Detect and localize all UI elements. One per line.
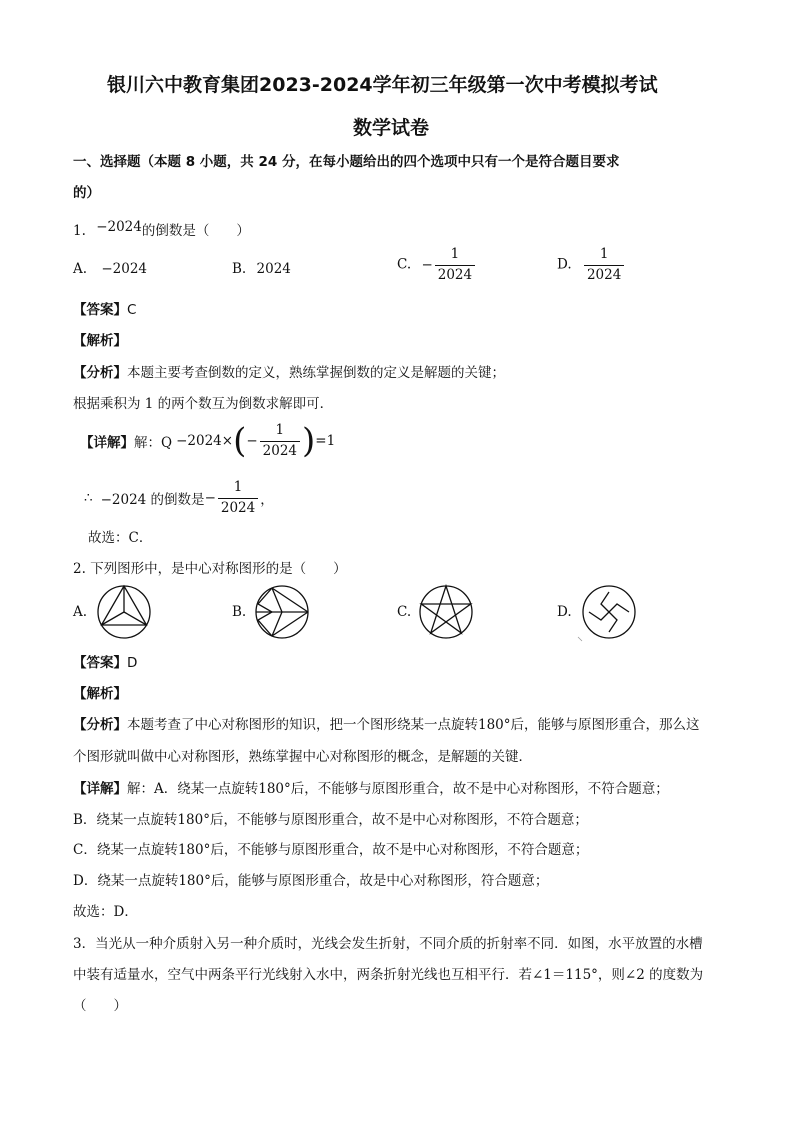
analysis-text: 【分析】本题主要考查倒数的定义，熟练掌握倒数的定义是解题的关键； bbox=[73, 365, 505, 381]
detail-a: 【详解】解：A．绕某一点旋转180°后，不能够与原图形重合，故不是中心对称图形，不符合题意； bbox=[73, 781, 669, 797]
question-3-line-1: 3．当光从一种介质射入另一种介质时，光线会发生折射，不同介质的折射率不同．如图，水平放置的水槽 bbox=[73, 936, 703, 952]
question-3-line-3: （ ） bbox=[73, 998, 127, 1014]
circle-pinwheel-icon bbox=[581, 584, 637, 640]
question-number: 1. bbox=[73, 223, 86, 239]
option-c-label: C. bbox=[397, 604, 412, 620]
choose-line-2: 故选：D． bbox=[73, 904, 138, 920]
circle-zigzag-icon bbox=[254, 584, 310, 640]
page-subtitle: 数学试卷 bbox=[353, 117, 430, 139]
option-b-label: B. bbox=[232, 604, 247, 620]
option-a-label: A. bbox=[73, 604, 88, 620]
detail-c: C．绕某一点旋转180°后，不能够与原图形重合，故不是中心对称图形，不符合题意； bbox=[73, 842, 589, 858]
detail-b: B．绕某一点旋转180°后，不能够与原图形重合，故不是中心对称图形，不符合题意； bbox=[73, 812, 588, 828]
option-c: C. − $\frac{1}{2024}$ bbox=[397, 248, 477, 282]
option-d-label: D. bbox=[557, 604, 572, 620]
fraction: $\frac{1}{2024}$ bbox=[584, 248, 624, 282]
answer-line bbox=[73, 298, 136, 318]
question-1 bbox=[73, 219, 250, 239]
detail-d: D．绕某一点旋转180°后，能够与原图形重合，故是中心对称图形，符合题意； bbox=[73, 873, 549, 889]
math-expression: −2024 bbox=[96, 219, 142, 235]
fraction: $\frac{1}{2024}$ bbox=[435, 248, 475, 282]
analysis-tag-2: 【解析】 bbox=[73, 686, 127, 702]
section-heading-cont: 的） bbox=[73, 185, 100, 201]
answer-value: C bbox=[127, 302, 137, 318]
answer-tag: 【答案】 bbox=[73, 302, 127, 318]
question-3-line-2: 中装有适量水，空气中两条平行光线射入水中，两条折射光线也互相平行．若∠1＝115°，则∠2 的度数为 bbox=[73, 967, 704, 983]
answer-line-2: 【答案】D bbox=[73, 655, 138, 671]
conclusion-line: ∴ −2024 的倒数是 − $\frac{1}{2024}$ ， bbox=[84, 479, 274, 516]
detail-line: 【详解】 解：Q −2024× ( − $\frac{1}{2024}$ ) =1 bbox=[80, 421, 336, 461]
analysis-tag: 【解析】 bbox=[73, 333, 127, 349]
circle-pentagram-icon bbox=[418, 584, 474, 640]
circle-triangle-icon bbox=[96, 584, 152, 640]
option-a: A. −2024 bbox=[73, 261, 148, 277]
page-title: 银川六中教育集团2023-2024学年初三年级第一次中考模拟考试 bbox=[107, 74, 658, 96]
question-2: 2. 下列图形中，是中心对称图形的是（ ） bbox=[73, 561, 347, 577]
analysis-text-q2: 【分析】本题考查了中心对称图形的知识，把一个图形绕某一点旋转180°后，能够与原图形重合，那么这 bbox=[73, 717, 700, 733]
analysis-text-2: 根据乘积为 1 的两个数互为倒数求解即可． bbox=[73, 396, 334, 412]
question-stem: 的倒数是（ ） bbox=[141, 223, 250, 239]
analysis-text-q2-2: 个图形就叫做中心对称图形，熟练掌握中心对称图形的概念，是解题的关键． bbox=[73, 749, 532, 765]
option-b: B. 2024 bbox=[232, 261, 291, 277]
choose-line: 故选：C． bbox=[88, 530, 153, 546]
section-heading: 一、选择题（本题 8 小题，共 24 分，在每小题给出的四个选项中只有一个是符合题目要求 bbox=[73, 154, 620, 170]
option-d: D. $\frac{1}{2024}$ bbox=[557, 248, 626, 282]
